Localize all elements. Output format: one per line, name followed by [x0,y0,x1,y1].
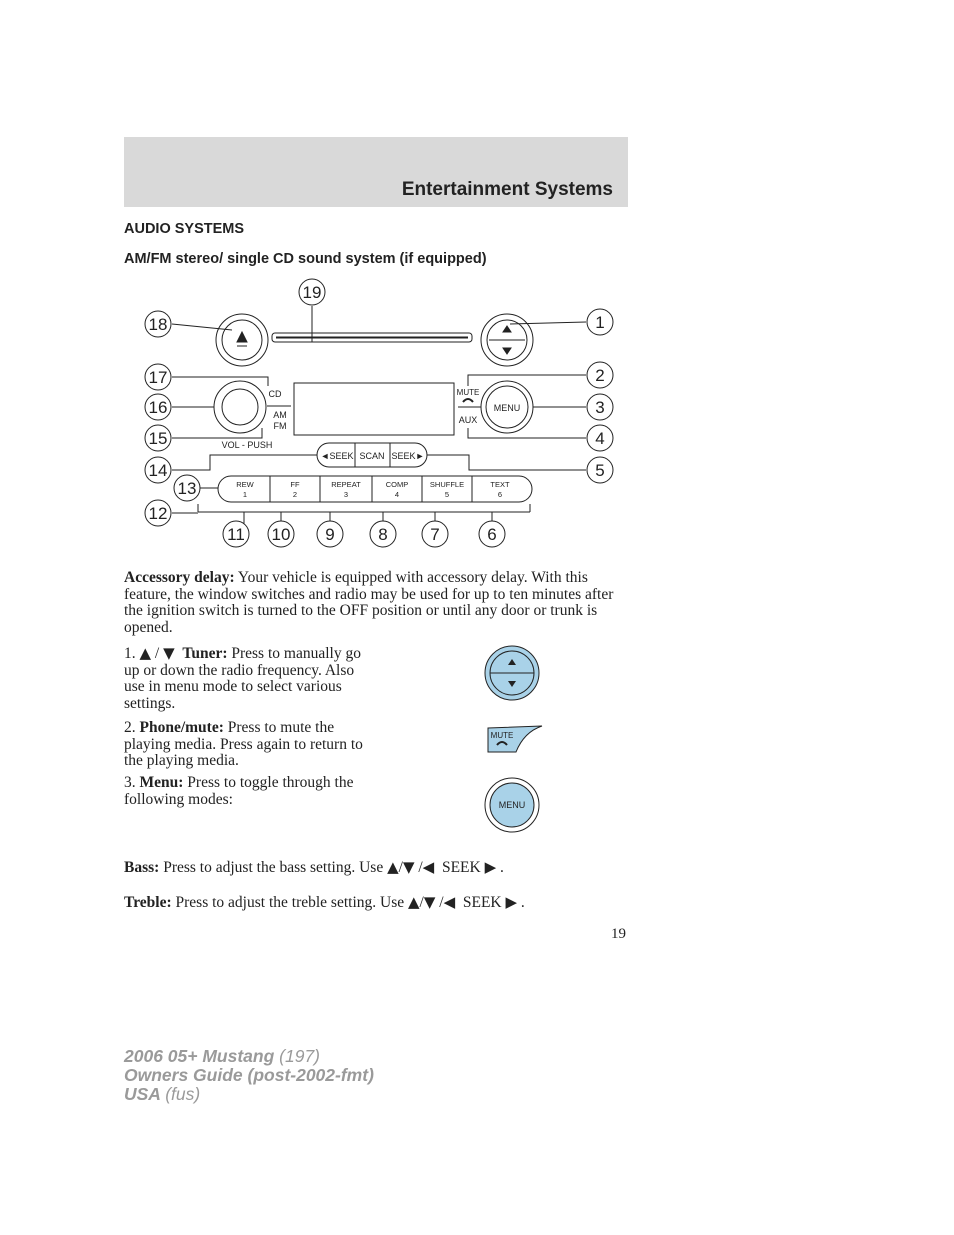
vol-push-label: VOL - PUSH [221,440,273,450]
callout-number: 13 [177,479,197,498]
accessory-delay-text: Your vehicle is equipped with accessory delay. With this feature, the window switches and radio may be used for up to ten minutes after the ignition switch is turned to the OFF position or until any door or trunk is opened. [124,569,614,636]
period: . [500,859,504,876]
callout-3 [587,394,613,420]
preset-num: 4 [394,490,400,499]
down-arrow-icon: ▼ [402,858,415,876]
callout-number: 11 [227,525,245,544]
radio-diagram [124,275,628,555]
preset-label: TEXT [490,480,510,489]
treble-text: Press to adjust the treble setting. Use [171,894,405,911]
phone-mute-text: Press to mute the playing media. Press again to return to the playing media. [124,719,363,769]
preset-label: COMP [385,480,409,489]
section-heading: AUDIO SYSTEMS [124,221,245,237]
menu-icon-label: MENU [498,800,526,810]
footer [124,1047,374,1104]
callout-2 [587,362,613,388]
preset-label: FF [290,480,300,489]
aux-label: AUX [458,415,478,425]
callout-11 [223,521,249,547]
separator: / [398,859,403,876]
phone-mute-item [124,720,379,770]
left-arrow-icon: ◀ [443,893,456,911]
up-arrow-icon: ▲ [387,858,399,876]
callout-number: 2 [595,366,605,385]
treble-term: Treble: [124,894,172,911]
bass-paragraph [124,859,504,877]
tuner-term: Tuner: [182,645,228,662]
item-number: 1. [124,645,136,662]
callout-18 [145,311,171,337]
phone-mute-term: Phone/mute: [139,719,224,736]
callout-16 [145,394,171,420]
preset-num: 2 [292,490,298,499]
callout-number: 8 [378,525,388,544]
footer-model-code: (197) [279,1046,321,1066]
seek-text: SEEK [462,894,502,911]
preset-labels [236,480,510,499]
menu-item [124,775,374,808]
preset-bar [218,476,532,502]
callout-9 [317,521,343,547]
down-arrow-icon: ▼ [163,644,175,662]
callout-number: 14 [148,461,168,480]
preset-label: SHUFFLE [429,480,465,489]
display-window [294,383,454,435]
callout-number: 19 [302,283,322,302]
callout-12 [145,500,171,526]
callout-number: 16 [148,398,168,417]
accessory-delay-paragraph [124,570,614,636]
page-title: Entertainment Systems [401,179,613,200]
right-arrow-icon: ▶ [484,858,497,876]
callout-number: 7 [430,525,440,544]
callout-13 [174,475,200,501]
callout-8 [370,521,396,547]
callout-17 [145,364,171,390]
am-label: AM [273,410,287,420]
preset-num: 5 [444,490,450,499]
item-number: 2. [124,719,136,736]
menu-term: Menu: [139,774,184,791]
callout-6 [479,521,505,547]
section-subheading: AM/FM stereo/ single CD sound system (if equipped) [124,251,487,267]
separator: / [154,645,160,662]
up-arrow-icon: ▲ [407,893,420,911]
callout-4 [587,425,613,451]
callout-number: 5 [595,461,605,480]
bass-text: Press to adjust the bass setting. Use [159,859,384,876]
preset-num: 1 [242,490,248,499]
period: . [520,894,525,911]
page-number: 19 [611,926,626,942]
tuner-item [124,645,374,712]
right-arrow-icon: ▶ [505,893,518,911]
callout-number: 1 [595,313,605,332]
seek-text: SEEK [441,859,481,876]
bass-term: Bass: [124,859,160,876]
menu-button-icon [482,775,542,835]
callout-number: 10 [271,525,291,544]
preset-label: REPEAT [331,480,361,489]
footer-region: USA [124,1084,161,1104]
mute-icon-label: MUTE [490,731,514,740]
callout-number: 9 [325,525,335,544]
callout-7 [422,521,448,547]
footer-model: 2006 05+ Mustang [124,1046,275,1066]
treble-paragraph [124,894,525,912]
menu-text: Press to toggle through the following modes: [124,774,354,808]
callout-19 [299,279,325,305]
mute-label: MUTE [456,388,480,397]
scan-label: SCAN [359,451,385,461]
callout-number: 15 [148,429,168,448]
seek-right-label: SEEK► [391,451,425,461]
mute-button-icon [486,722,546,756]
tuner-knob-icon [482,644,542,704]
callout-number: 17 [148,368,168,387]
preset-num: 3 [343,490,349,499]
cd-label: CD [268,389,282,399]
eject-icon [237,332,247,342]
callout-number: 18 [148,315,168,334]
seek-left-label: ◄SEEK [320,451,354,461]
down-arrow-icon: ▼ [423,893,436,911]
footer-guide: Owners Guide (post-2002-fmt) [124,1065,374,1085]
left-arrow-icon: ◀ [422,858,435,876]
tuner-text: Press to manually go up or down the radio frequency. Also use in menu mode to select various settings. [124,645,361,712]
preset-num: 6 [497,490,503,499]
callout-number: 6 [487,525,497,544]
callout-15 [145,425,171,451]
callout-14 [145,457,171,483]
callout-10 [268,521,294,547]
menu-label: MENU [493,403,521,413]
separator: / [418,859,423,876]
fm-label: FM [273,421,287,431]
up-arrow-icon: ▲ [139,644,152,662]
footer-region-code: (fus) [165,1084,201,1104]
separator: / [439,894,444,911]
callout-1 [587,309,613,335]
callout-number: 4 [595,429,605,448]
header-band [124,137,628,207]
separator: / [419,894,424,911]
phone-icon [463,399,473,402]
callout-5 [587,457,613,483]
item-number: 3. [124,774,136,791]
callout-number: 3 [595,398,605,417]
accessory-delay-term: Accessory delay: [124,569,235,586]
preset-label: REW [236,480,254,489]
callout-number: 12 [148,504,168,523]
